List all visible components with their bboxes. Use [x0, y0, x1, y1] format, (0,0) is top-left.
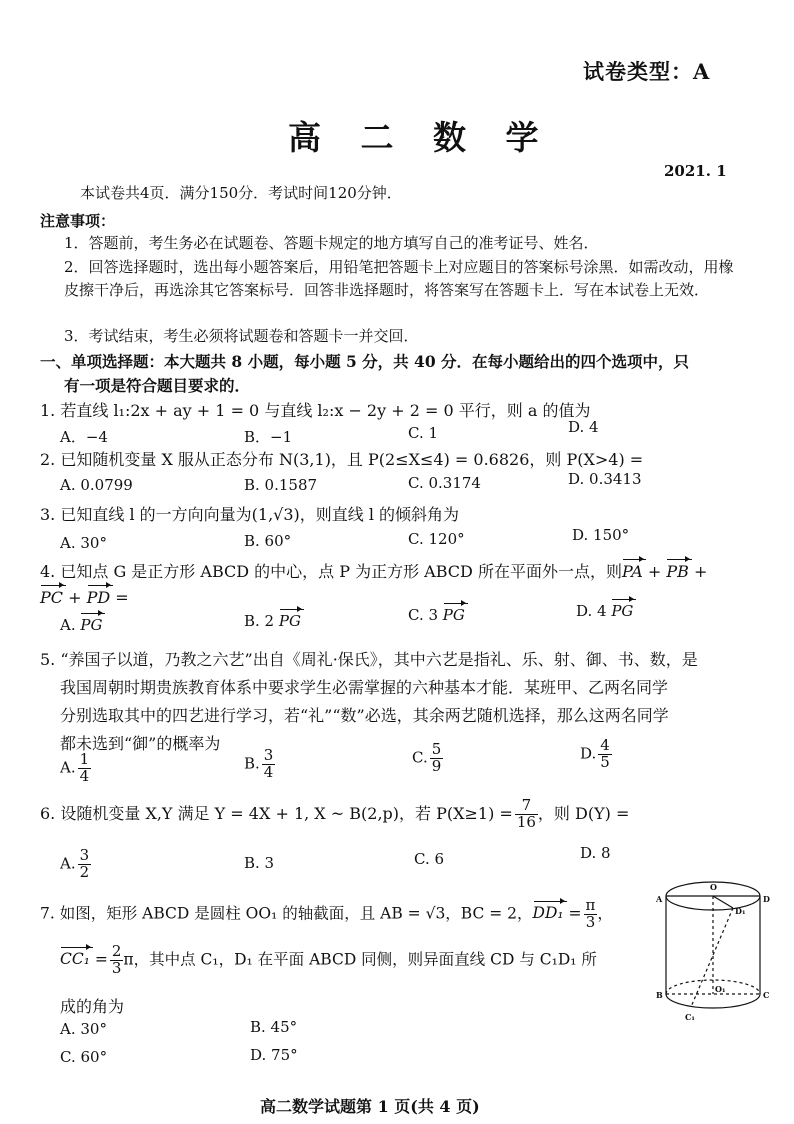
q2-option-c: C. 0.3174 — [408, 474, 481, 492]
paper-type: 试卷类型：A — [583, 59, 711, 84]
q7-option-d: D. 75° — [250, 1046, 298, 1064]
section-heading: 一、单项选择题：本大题共 8 小题，每小题 5 分，共 40 分．在每小题给出的四个选项中，只 — [40, 352, 690, 371]
fig-label-o1: O₁ — [715, 984, 726, 994]
fig-label-c: C — [763, 990, 770, 1000]
question-5-line: 5. “养国子以道，乃教之六艺”出自《周礼·保氏》，其中六艺是指礼、乐、射、御、书、数，是 — [40, 650, 698, 669]
q6-option-b: B. 3 — [244, 854, 275, 872]
fig-label-d1: D₁ — [735, 906, 746, 916]
question-3-stem: 3. 已知直线 l 的一方向向量为(1,√3)，则直线 l 的倾斜角为 — [40, 505, 460, 524]
question-4-stem: 4. 已知点 G 是正方形 ABCD 的中心，点 P 为正方形 ABCD 所在平面外一点，则PA + PB + — [40, 562, 708, 581]
q4-option-d: D. 4 PG — [576, 602, 634, 620]
question-4-stem-cont: PC + PD = — [40, 588, 129, 607]
exam-date: 2021. 1 — [664, 162, 727, 180]
fig-label-a: A — [656, 894, 663, 904]
q4-stem-text: 4. 已知点 G 是正方形 ABCD 的中心，点 P 为正方形 ABCD 所在平面外一点，则 — [40, 562, 622, 581]
q5-option-c: C. $\frac{5}{9}$ — [412, 740, 442, 775]
vector-pb: PB — [666, 562, 689, 581]
question-7-stem-cont: CC₁ = $\frac{2}{3}$ π，其中点 C₁，D₁ 在平面 ABCD 同侧，则异面直线 CD 与 C₁D₁ 所 — [60, 942, 597, 977]
question-7-stem: 7. 如图，矩形 ABCD 是圆柱 OO₁ 的轴截面，且 AB = √3，BC = 2，DD₁ = $\frac{\pi}{3}$ ， — [40, 896, 613, 931]
question-2-stem: 2. 已知随机变量 X 服从正态分布 N(3,1)，且 P(2≤X≤4) = 0.6826，则 P(X>4) = — [40, 450, 644, 469]
q6-option-c: C. 6 — [414, 850, 445, 868]
q4-option-a: A. PG — [60, 616, 103, 634]
q2-option-b: B. 0.1587 — [244, 476, 318, 494]
q5-option-b: B. $\frac{3}{4}$ — [244, 746, 274, 781]
q3-option-b: B. 60° — [244, 532, 292, 550]
q3-option-d: D. 150° — [572, 526, 630, 544]
q3-option-c: C. 120° — [408, 530, 465, 548]
q5-option-a: A. $\frac{1}{4}$ — [60, 750, 90, 785]
page-footer: 高二数学试题第 1 页(共 4 页) — [260, 1097, 480, 1116]
q5-option-d: D. $\frac{4}{5}$ — [580, 736, 610, 771]
q2-option-a: A. 0.0799 — [60, 476, 133, 494]
question-5-line: 我国周朝时期贵族教育体系中要求学生必需掌握的六种基本才能．某班甲、乙两名同学 — [60, 678, 669, 697]
q6-option-d: D. 8 — [580, 844, 611, 862]
arc-cc1: CC₁ — [60, 950, 90, 969]
question-5-line: 分别选取其中的四艺进行学习，若“礼”“数”必选，其余两艺随机选择，那么这两名同学 — [60, 706, 669, 725]
fig-label-c1: C₁ — [685, 1012, 695, 1022]
q1-option-d: D. 4 — [568, 418, 599, 436]
q1-option-c: C. 1 — [408, 424, 439, 442]
fig-label-d: D — [763, 894, 770, 904]
q7-option-a: A. 30° — [60, 1020, 107, 1038]
q2-option-d: D. 0.3413 — [568, 470, 642, 488]
vector-pa: PA — [621, 562, 643, 581]
vector-pc: PC — [40, 588, 64, 607]
question-1-stem: 1. 若直线 l₁:2x + ay + 1 = 0 与直线 l₂:x − 2y + 2 = 0 平行，则 a 的值为 — [40, 401, 591, 420]
page-title: 高 二 数 学 — [288, 118, 553, 157]
notice-item: 2．回答选择题时，选出每小题答案后，用铅笔把答题卡上对应题目的答案标号涂黑．如需改动，用橡皮擦干净后，再选涂其它答案标号．回答非选择题时，将答案写在答题卡上．写在本试卷上无效． — [64, 258, 734, 299]
q6-option-a: A. $\frac{3}{2}$ — [60, 846, 90, 881]
exam-intro: 本试卷共4页．满分150分．考试时间120分钟． — [80, 184, 402, 202]
q7-option-b: B. 45° — [250, 1018, 298, 1036]
notice-title: 注意事项： — [40, 212, 116, 230]
q1-option-b: B．−1 — [244, 428, 293, 446]
arc-dd1: DD₁ — [532, 904, 564, 923]
notice-item: 1．答题前，考生务必在试题卷、答题卡规定的地方填写自己的准考证号、姓名． — [64, 234, 599, 252]
fig-label-b: B — [656, 990, 663, 1000]
question-7-stem-end: 成的角为 — [60, 997, 125, 1016]
cylinder-figure — [655, 874, 775, 1024]
q4-option-b: B. 2 PG — [244, 612, 301, 630]
section-heading-cont: 有一项是符合题目要求的． — [64, 376, 251, 395]
question-6-stem: 6. 设随机变量 X,Y 满足 Y = 4X + 1, X ~ B(2,p)，若 P(X≥1) = $\frac{7}{16}$ ，则 D(Y) = — [40, 796, 630, 831]
q1-option-a: A．−4 — [60, 428, 108, 446]
q3-option-a: A. 30° — [60, 534, 107, 552]
vector-pd: PD — [86, 588, 111, 607]
question-5-line: 都未选到“御”的概率为 — [60, 734, 221, 753]
fig-label-o: O — [710, 882, 717, 892]
q7-option-c: C. 60° — [60, 1048, 108, 1066]
q4-option-c: C. 3 PG — [408, 606, 465, 624]
notice-item: 3．考试结束，考生必须将试题卷和答题卡一并交回． — [64, 327, 419, 345]
